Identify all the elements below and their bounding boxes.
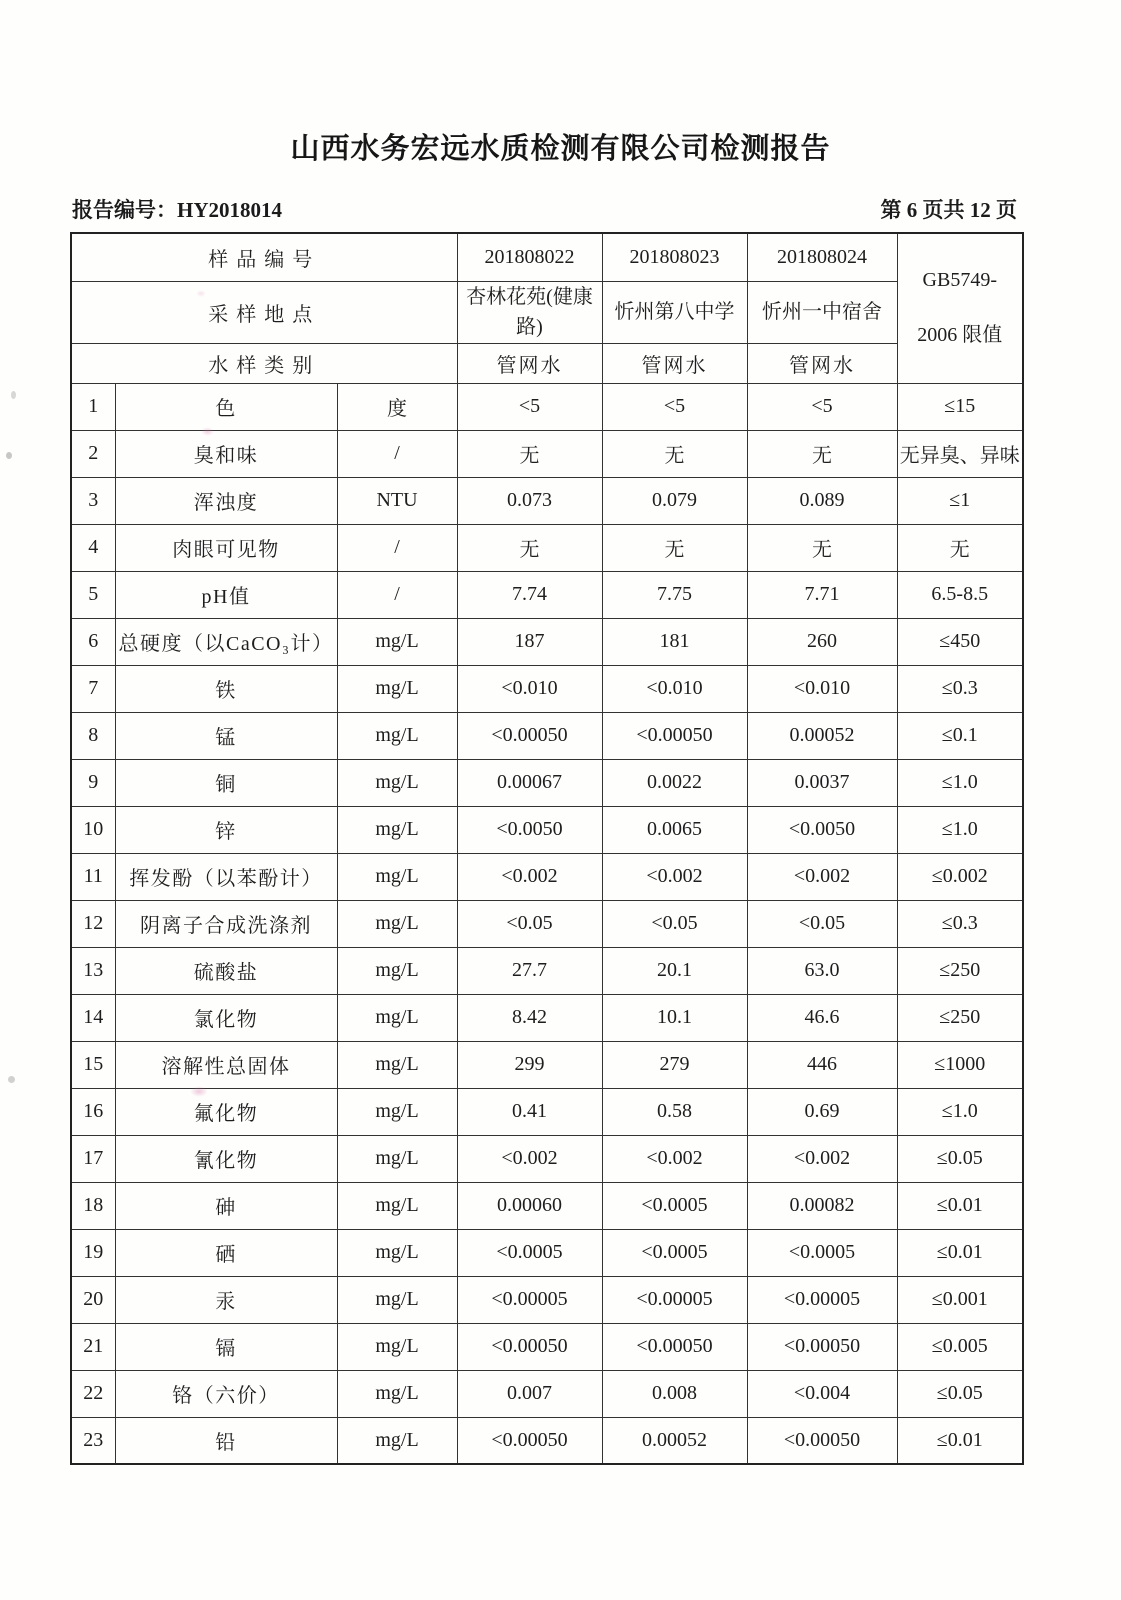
row-number: 11 xyxy=(71,853,115,900)
limit-value: ≤0.3 xyxy=(897,665,1023,712)
water-type-1: 管网水 xyxy=(457,343,602,383)
sample2-value: 7.75 xyxy=(602,571,747,618)
param-unit: mg/L xyxy=(337,1229,457,1276)
sample-id-label: 样品编号 xyxy=(71,233,457,281)
row-number: 23 xyxy=(71,1417,115,1464)
param-unit: mg/L xyxy=(337,1088,457,1135)
param-name: 溶解性总固体 xyxy=(115,1041,337,1088)
sample3-value: 无 xyxy=(747,524,897,571)
sample3-value: 446 xyxy=(747,1041,897,1088)
sample2-value: 0.00052 xyxy=(602,1417,747,1464)
sample1-value: <0.0050 xyxy=(457,806,602,853)
sample3-value: 0.00082 xyxy=(747,1182,897,1229)
sample3-value: 0.089 xyxy=(747,477,897,524)
limit-value: ≤0.01 xyxy=(897,1417,1023,1464)
limit-value: ≤0.01 xyxy=(897,1229,1023,1276)
row-number: 17 xyxy=(71,1135,115,1182)
limit-value: ≤1.0 xyxy=(897,759,1023,806)
sample1-value: <0.0005 xyxy=(457,1229,602,1276)
page-indicator: 第 6 页共 12 页 xyxy=(880,198,1017,222)
param-name: 氯化物 xyxy=(115,994,337,1041)
sample2-value: <0.002 xyxy=(602,1135,747,1182)
sample1-value: 0.007 xyxy=(457,1370,602,1417)
sample3-value: 无 xyxy=(747,430,897,477)
water-type-2: 管网水 xyxy=(602,343,747,383)
sample3-value: <5 xyxy=(747,383,897,430)
table-row xyxy=(71,712,1023,759)
row-number: 13 xyxy=(71,947,115,994)
param-name: 铁 xyxy=(115,665,337,712)
sample3-value: 0.0037 xyxy=(747,759,897,806)
param-unit: mg/L xyxy=(337,947,457,994)
water-quality-table xyxy=(70,232,1024,1465)
row-number: 1 xyxy=(71,383,115,430)
water-type-label: 水样类别 xyxy=(71,343,457,383)
param-name: 锌 xyxy=(115,806,337,853)
row-number: 8 xyxy=(71,712,115,759)
row-number: 19 xyxy=(71,1229,115,1276)
param-name: 砷 xyxy=(115,1182,337,1229)
sample3-value: <0.004 xyxy=(747,1370,897,1417)
report-meta xyxy=(72,194,1017,224)
param-unit: mg/L xyxy=(337,1276,457,1323)
sample2-value: 0.0022 xyxy=(602,759,747,806)
sample1-value: <0.002 xyxy=(457,853,602,900)
limit-value: 无异臭、异味 xyxy=(897,430,1023,477)
sample-id-1: 201808022 xyxy=(457,233,602,281)
sample3-value: <0.0050 xyxy=(747,806,897,853)
sample2-value: <0.00005 xyxy=(602,1276,747,1323)
param-unit: mg/L xyxy=(337,1323,457,1370)
limit-value: 6.5-8.5 xyxy=(897,571,1023,618)
table-row xyxy=(71,853,1023,900)
sample1-value: 0.073 xyxy=(457,477,602,524)
sample3-value: 260 xyxy=(747,618,897,665)
param-unit: mg/L xyxy=(337,618,457,665)
sample3-value: <0.00005 xyxy=(747,1276,897,1323)
param-name: 硒 xyxy=(115,1229,337,1276)
sample1-value: 187 xyxy=(457,618,602,665)
scan-artifact xyxy=(8,1076,15,1083)
table-row xyxy=(71,994,1023,1041)
row-number: 20 xyxy=(71,1276,115,1323)
row-number: 7 xyxy=(71,665,115,712)
sample3-value: <0.010 xyxy=(747,665,897,712)
limit-value: ≤0.005 xyxy=(897,1323,1023,1370)
limit-value: ≤0.05 xyxy=(897,1370,1023,1417)
header-row-sample-id xyxy=(71,233,1023,281)
sample1-value: <0.00005 xyxy=(457,1276,602,1323)
location-1: 杏林花苑(健康路) xyxy=(457,281,602,343)
table-row xyxy=(71,1182,1023,1229)
header-row-water-type xyxy=(71,343,1023,383)
param-name: 臭和味 xyxy=(115,430,337,477)
sample2-value: 0.58 xyxy=(602,1088,747,1135)
limit-value: ≤250 xyxy=(897,947,1023,994)
location-3: 忻州一中宿舍 xyxy=(747,281,897,343)
scan-artifact xyxy=(11,391,16,399)
limit-value: ≤1000 xyxy=(897,1041,1023,1088)
sample3-value: 0.00052 xyxy=(747,712,897,759)
param-unit: mg/L xyxy=(337,665,457,712)
sample3-value: 63.0 xyxy=(747,947,897,994)
row-number: 21 xyxy=(71,1323,115,1370)
sample2-value: 无 xyxy=(602,524,747,571)
table-row xyxy=(71,806,1023,853)
table-row xyxy=(71,1088,1023,1135)
sample1-value: <5 xyxy=(457,383,602,430)
param-name: 肉眼可见物 xyxy=(115,524,337,571)
sample2-value: <0.002 xyxy=(602,853,747,900)
row-number: 22 xyxy=(71,1370,115,1417)
sample1-value: 0.00060 xyxy=(457,1182,602,1229)
param-name: 色 xyxy=(115,383,337,430)
row-number: 10 xyxy=(71,806,115,853)
sample3-value: <0.00050 xyxy=(747,1417,897,1464)
sample1-value: 7.74 xyxy=(457,571,602,618)
limit-value: ≤1.0 xyxy=(897,1088,1023,1135)
sample2-value: <0.00050 xyxy=(602,712,747,759)
sample3-value: 7.71 xyxy=(747,571,897,618)
sample3-value: 0.69 xyxy=(747,1088,897,1135)
sample2-value: 10.1 xyxy=(602,994,747,1041)
limit-value: ≤0.01 xyxy=(897,1182,1023,1229)
sample3-value: <0.00050 xyxy=(747,1323,897,1370)
param-unit: mg/L xyxy=(337,1417,457,1464)
table-row xyxy=(71,1135,1023,1182)
param-unit: mg/L xyxy=(337,759,457,806)
limit-value: ≤0.05 xyxy=(897,1135,1023,1182)
param-name: 氟化物 xyxy=(115,1088,337,1135)
row-number: 14 xyxy=(71,994,115,1041)
limit-value: ≤0.001 xyxy=(897,1276,1023,1323)
sample2-value: 0.079 xyxy=(602,477,747,524)
row-number: 2 xyxy=(71,430,115,477)
table-row xyxy=(71,383,1023,430)
table-row xyxy=(71,1229,1023,1276)
sample2-value: <5 xyxy=(602,383,747,430)
param-unit: mg/L xyxy=(337,1041,457,1088)
param-name: 铬（六价） xyxy=(115,1370,337,1417)
sample3-value: <0.002 xyxy=(747,853,897,900)
param-name: 浑浊度 xyxy=(115,477,337,524)
sample1-value: <0.00050 xyxy=(457,1323,602,1370)
table-row xyxy=(71,1276,1023,1323)
limit-value: ≤450 xyxy=(897,618,1023,665)
row-number: 18 xyxy=(71,1182,115,1229)
sample2-value: 0.008 xyxy=(602,1370,747,1417)
param-name: 氰化物 xyxy=(115,1135,337,1182)
limit-value: ≤1.0 xyxy=(897,806,1023,853)
row-number: 6 xyxy=(71,618,115,665)
sample-id-3: 201808024 xyxy=(747,233,897,281)
sample1-value: 0.41 xyxy=(457,1088,602,1135)
sample2-value: <0.05 xyxy=(602,900,747,947)
table-row xyxy=(71,759,1023,806)
sample2-value: <0.0005 xyxy=(602,1182,747,1229)
param-unit: / xyxy=(337,430,457,477)
param-name: 总硬度（以CaCO₃计） xyxy=(115,618,337,665)
row-number: 12 xyxy=(71,900,115,947)
table-row xyxy=(71,430,1023,477)
table-row xyxy=(71,571,1023,618)
scan-artifact xyxy=(6,452,12,459)
param-unit: mg/L xyxy=(337,1370,457,1417)
report-number: 报告编号：HY2018014 xyxy=(72,198,282,222)
sample1-value: <0.00050 xyxy=(457,1417,602,1464)
param-name: 挥发酚（以苯酚计） xyxy=(115,853,337,900)
results-tbody xyxy=(71,383,1023,1464)
sample3-value: <0.05 xyxy=(747,900,897,947)
sample1-value: <0.05 xyxy=(457,900,602,947)
param-name: 硫酸盐 xyxy=(115,947,337,994)
sample1-value: 8.42 xyxy=(457,994,602,1041)
param-unit: / xyxy=(337,524,457,571)
sample3-value: 46.6 xyxy=(747,994,897,1041)
table-header xyxy=(71,233,1023,383)
param-name: 镉 xyxy=(115,1323,337,1370)
sample2-value: <0.0005 xyxy=(602,1229,747,1276)
table-row xyxy=(71,900,1023,947)
limit-standard-line1: GB5749- xyxy=(922,269,997,292)
table-row xyxy=(71,947,1023,994)
sample1-value: 27.7 xyxy=(457,947,602,994)
sample1-value: 0.00067 xyxy=(457,759,602,806)
sample1-value: 无 xyxy=(457,524,602,571)
param-name: 锰 xyxy=(115,712,337,759)
row-number: 5 xyxy=(71,571,115,618)
param-unit: mg/L xyxy=(337,712,457,759)
row-number: 4 xyxy=(71,524,115,571)
param-name: 铅 xyxy=(115,1417,337,1464)
header-row-location xyxy=(71,281,1023,343)
limit-value: ≤0.002 xyxy=(897,853,1023,900)
param-unit: 度 xyxy=(337,383,457,430)
table-row xyxy=(71,1041,1023,1088)
sample1-value: <0.002 xyxy=(457,1135,602,1182)
table-row xyxy=(71,1370,1023,1417)
param-name: pH值 xyxy=(115,571,337,618)
row-number: 9 xyxy=(71,759,115,806)
sample3-value: <0.0005 xyxy=(747,1229,897,1276)
param-unit: mg/L xyxy=(337,853,457,900)
table-row xyxy=(71,477,1023,524)
sample2-value: 181 xyxy=(602,618,747,665)
limit-value: ≤1 xyxy=(897,477,1023,524)
sample1-value: <0.00050 xyxy=(457,712,602,759)
limit-value: ≤0.3 xyxy=(897,900,1023,947)
water-type-3: 管网水 xyxy=(747,343,897,383)
param-unit: mg/L xyxy=(337,994,457,1041)
sample2-value: <0.010 xyxy=(602,665,747,712)
param-name: 汞 xyxy=(115,1276,337,1323)
table-row xyxy=(71,1417,1023,1464)
sample3-value: <0.002 xyxy=(747,1135,897,1182)
sample2-value: 0.0065 xyxy=(602,806,747,853)
limit-standard-header xyxy=(897,233,1023,383)
sample1-value: 299 xyxy=(457,1041,602,1088)
param-unit: mg/L xyxy=(337,1135,457,1182)
page-title: 山西水务宏远水质检测有限公司检测报告 xyxy=(290,133,831,165)
limit-standard-line2: 2006 限值 xyxy=(917,324,1003,347)
param-unit: / xyxy=(337,571,457,618)
row-number: 16 xyxy=(71,1088,115,1135)
param-name: 铜 xyxy=(115,759,337,806)
sample2-value: 279 xyxy=(602,1041,747,1088)
param-unit: mg/L xyxy=(337,1182,457,1229)
param-unit: mg/L xyxy=(337,806,457,853)
table-row xyxy=(71,524,1023,571)
table-row xyxy=(71,618,1023,665)
sample2-value: <0.00050 xyxy=(602,1323,747,1370)
table-row xyxy=(71,665,1023,712)
param-name: 阴离子合成洗涤剂 xyxy=(115,900,337,947)
sample-id-2: 201808023 xyxy=(602,233,747,281)
limit-value: ≤15 xyxy=(897,383,1023,430)
sample1-value: 无 xyxy=(457,430,602,477)
location-2: 忻州第八中学 xyxy=(602,281,747,343)
limit-value: 无 xyxy=(897,524,1023,571)
param-unit: mg/L xyxy=(337,900,457,947)
limit-value: ≤250 xyxy=(897,994,1023,1041)
sample1-value: <0.010 xyxy=(457,665,602,712)
location-label: 采样地点 xyxy=(71,281,457,343)
sample2-value: 无 xyxy=(602,430,747,477)
table-row xyxy=(71,1323,1023,1370)
row-number: 15 xyxy=(71,1041,115,1088)
sample2-value: 20.1 xyxy=(602,947,747,994)
param-unit: NTU xyxy=(337,477,457,524)
row-number: 3 xyxy=(71,477,115,524)
limit-value: ≤0.1 xyxy=(897,712,1023,759)
